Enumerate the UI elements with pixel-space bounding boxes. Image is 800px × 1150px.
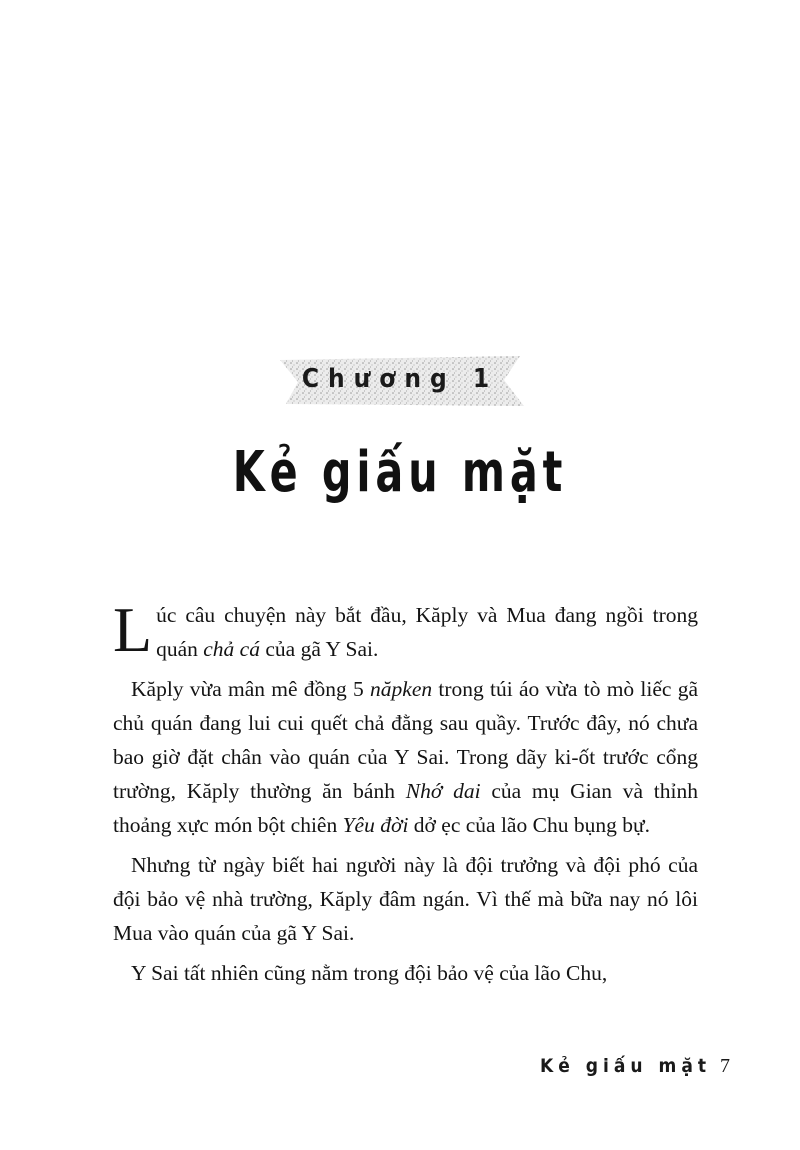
- drop-cap: L: [113, 594, 153, 665]
- paragraph-1: Lúc câu chuyện này bắt đầu, Kăply và Mua đang ngồi trong quán chả cá của gã Y Sai.: [113, 594, 698, 665]
- paragraph-3: Nhưng từ ngày biết hai người này là đội trưởng và đội phó của đội bảo vệ nhà trường, Kăply đâm ngán. Vì thế mà bữa nay nó lôi Mua vào quán của gã Y Sai.: [113, 853, 698, 945]
- chapter-title: Kẻ giấu mặt: [232, 440, 568, 505]
- body-text: [113, 594, 698, 996]
- paragraph-2: Kăply vừa mân mê đồng 5 năpken trong túi áo vừa tò mò liếc gã chủ quán đang lui cui quết chả đằng sau quầy. Trước đây, nó chưa bao giờ đặt chân vào quán của Y Sai. Trong dãy ki-ốt trước cổng trường, Kăply thường ăn bánh Nhớ dai của mụ Gian và thỉnh thoảng xực món bột chiên Yêu đời dở ẹc của lão Chu bụng bự.: [113, 677, 698, 837]
- chapter-banner: [272, 350, 528, 412]
- page-footer: [540, 1055, 730, 1078]
- chapter-label: Chương 1: [301, 364, 499, 394]
- paragraph-4: Y Sai tất nhiên cũng nằm trong đội bảo vệ của lão Chu,: [131, 961, 608, 985]
- page-number: 7: [720, 1055, 730, 1077]
- running-title: Kẻ giấu mặt: [540, 1055, 712, 1077]
